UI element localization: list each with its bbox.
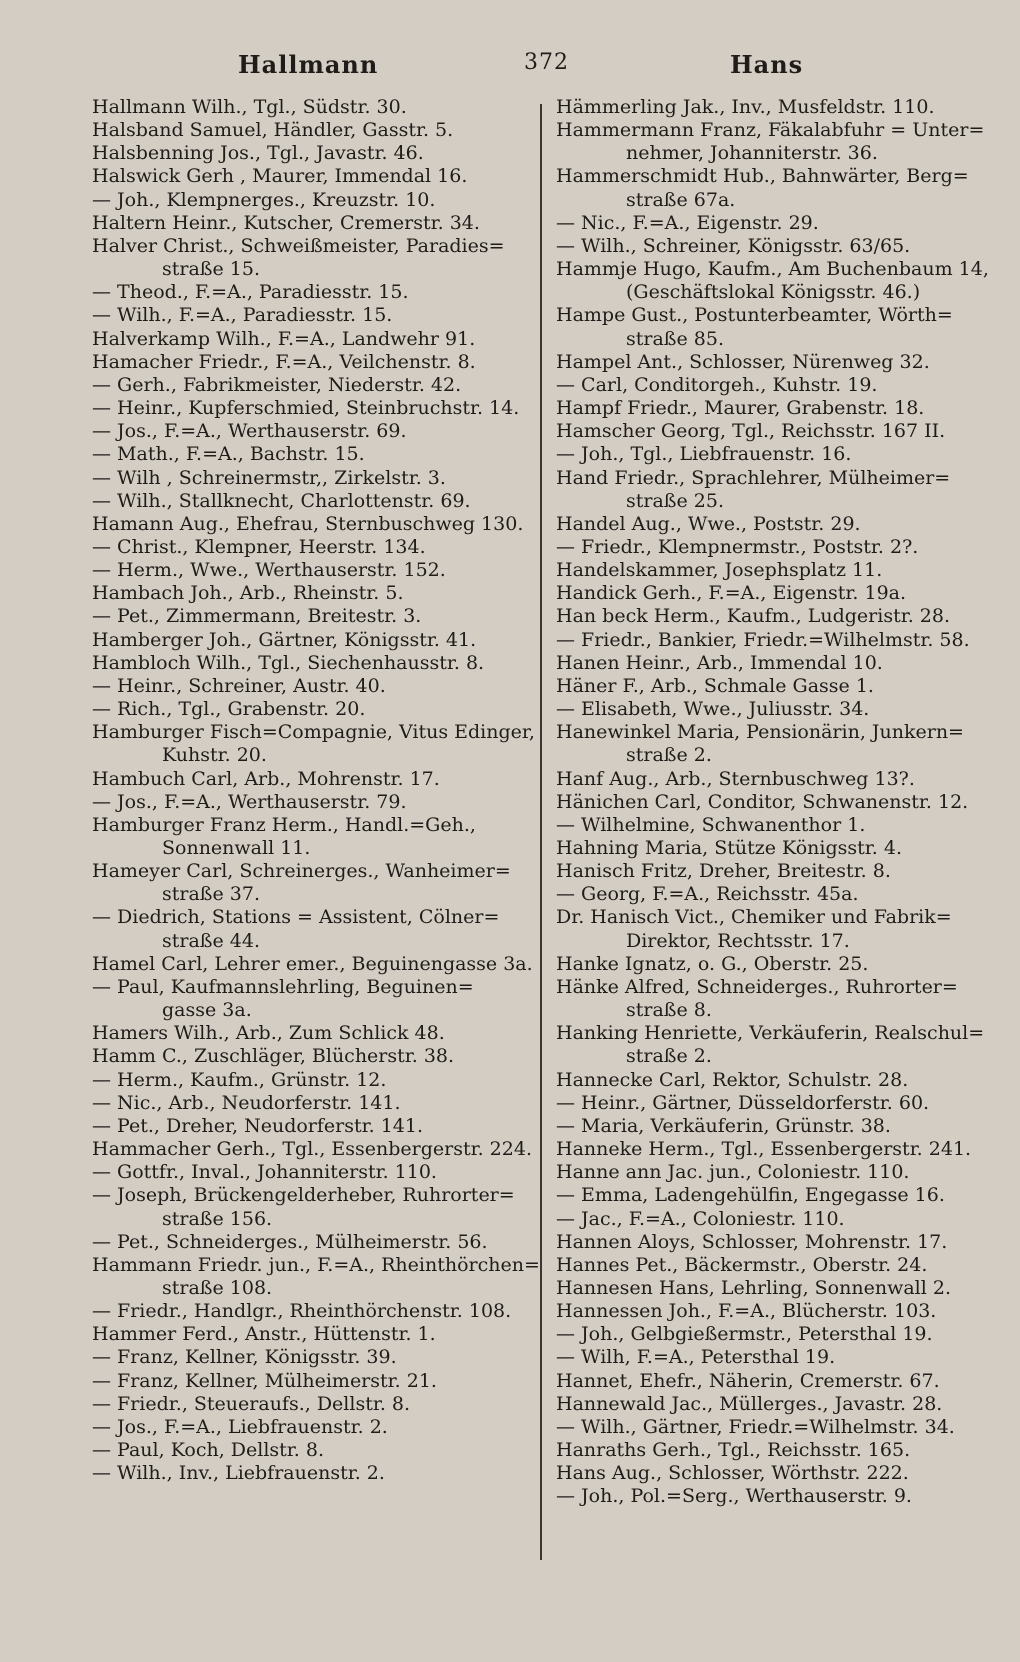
directory-entry: — Friedr., Bankier, Friedr.=Wilhelmstr. 58. (556, 628, 970, 651)
directory-entry: — Theod., F.=A., Paradiesstr. 15. (92, 281, 409, 304)
directory-entry: — Carl, Conditorgeh., Kuhstr. 19. (556, 373, 878, 396)
directory-entry: Hameyer Carl, Schreinerges., Wanheimer= (92, 860, 511, 883)
directory-entry: — Joh., Gelbgießermstr., Petersthal 19. (556, 1323, 933, 1346)
directory-entry-continuation: straße 8. (626, 999, 712, 1022)
directory-entry: Hamm C., Zuschläger, Blücherstr. 38. (92, 1045, 455, 1068)
directory-entry: Hamburger Fisch=Compagnie, Vitus Edinger, (92, 721, 535, 744)
directory-entry: Hanf Aug., Arb., Sternbuschweg 13?. (556, 767, 915, 790)
directory-entry-continuation: straße 25. (626, 489, 724, 512)
directory-entry: Handick Gerh., F.=A., Eigenstr. 19a. (556, 582, 907, 605)
directory-entry: Hampe Gust., Postunterbeamter, Wörth= (556, 304, 953, 327)
directory-entry: Hamburger Franz Herm., Handl.=Geh., (92, 813, 476, 836)
directory-entry: — Heinr., Kupferschmied, Steinbruchstr. 14. (92, 397, 520, 420)
directory-entry: — Heinr., Schreiner, Austr. 40. (92, 674, 386, 697)
directory-entry: — Paul, Kaufmannslehrling, Beguinen= (92, 975, 474, 998)
directory-entry: — Friedr., Handlgr., Rheinthörchenstr. 108. (92, 1300, 512, 1323)
directory-entry: Handelskammer, Josephsplatz 11. (556, 559, 883, 582)
directory-entry: — Pet., Zimmermann, Breitestr. 3. (92, 605, 422, 628)
directory-entry: Hanewinkel Maria, Pensionärin, Junkern= (556, 721, 964, 744)
directory-entry: Hamers Wilh., Arb., Zum Schlick 48. (92, 1022, 445, 1045)
directory-entry: — Joh., Pol.=Serg., Werthauserstr. 9. (556, 1485, 912, 1508)
directory-entry: Hammerschmidt Hub., Bahnwärter, Berg= (556, 165, 969, 188)
directory-entry: Hambloch Wilh., Tgl., Siechenhausstr. 8. (92, 651, 485, 674)
right-column (556, 96, 996, 1509)
directory-entry: Hahning Maria, Stütze Königsstr. 4. (556, 837, 902, 859)
directory-entry: Hambach Joh., Arb., Rheinstr. 5. (92, 582, 404, 605)
directory-entry: Hamacher Friedr., F.=A., Veilchenstr. 8. (92, 350, 476, 373)
column-divider (540, 104, 542, 1560)
directory-entry-continuation: straße 37. (162, 883, 260, 906)
directory-entry: — Gottfr., Inval., Johanniterstr. 110. (92, 1161, 437, 1184)
directory-entry: Hannesen Hans, Lehrling, Sonnenwall 2. (556, 1276, 951, 1299)
directory-entry: — Friedr., Klempnermstr., Poststr. 2?. (556, 535, 919, 558)
directory-entry: Halsband Samuel, Händler, Gasstr. 5. (92, 119, 454, 142)
directory-entry: Hammer Ferd., Anstr., Hüttenstr. 1. (92, 1323, 436, 1346)
directory-entry: Hanne ann Jac. jun., Coloniestr. 110. (556, 1161, 910, 1184)
directory-entry: Hannes Pet., Bäckermstr., Oberstr. 24. (556, 1253, 928, 1276)
directory-entry-continuation: Kuhstr. 20. (162, 744, 267, 767)
directory-entry-continuation: straße 108. (162, 1276, 273, 1299)
directory-entry: — Franz, Kellner, Königsstr. 39. (92, 1346, 397, 1369)
directory-entry: — Wilh., Inv., Liebfrauenstr. 2. (92, 1462, 385, 1485)
directory-entry-continuation: straße 15. (162, 258, 260, 281)
directory-entry: Hämmerling Jak., Inv., Musfeldstr. 110. (556, 96, 935, 118)
directory-entry: — Gerh., Fabrikmeister, Niederstr. 42. (92, 373, 462, 396)
directory-entry: — Rich., Tgl., Grabenstr. 20. (92, 698, 366, 721)
directory-entry: Hamberger Joh., Gärtner, Königsstr. 41. (92, 628, 477, 651)
directory-entry: Hammermann Franz, Fäkalabfuhr = Unter= (556, 119, 985, 142)
directory-entry-continuation: straße 67a. (626, 188, 736, 211)
directory-entry: — Herm., Kaufm., Grünstr. 12. (92, 1068, 387, 1091)
directory-entry: Halsbenning Jos., Tgl., Javastr. 46. (92, 142, 424, 165)
directory-entry: — Wilh, F.=A., Petersthal 19. (556, 1346, 836, 1369)
directory-entry: Hand Friedr., Sprachlehrer, Mülheimer= (556, 466, 951, 489)
directory-entry: — Jos., F.=A., Werthauserstr. 69. (92, 420, 407, 443)
directory-entry: Halver Christ., Schweißmeister, Paradies= (92, 234, 505, 257)
directory-entry: — Joh., Tgl., Liebfrauenstr. 16. (556, 443, 852, 466)
page-number: 372 (524, 50, 569, 75)
directory-entry: Hannessen Joh., F.=A., Blücherstr. 103. (556, 1300, 937, 1323)
directory-entry: Han beck Herm., Kaufm., Ludgeristr. 28. (556, 605, 950, 628)
directory-entry: Hänichen Carl, Conditor, Schwanenstr. 12. (556, 790, 969, 813)
directory-entry-continuation: straße 44. (162, 929, 260, 952)
directory-entry-continuation: nehmer, Johanniterstr. 36. (626, 142, 878, 165)
directory-entry: Hampf Friedr., Maurer, Grabenstr. 18. (556, 397, 925, 420)
directory-entry: — Jac., F.=A., Coloniestr. 110. (556, 1207, 845, 1230)
directory-entry: Hans Aug., Schlosser, Wörthstr. 222. (556, 1462, 909, 1485)
directory-entry: Halverkamp Wilh., F.=A., Landwehr 91. (92, 327, 476, 350)
directory-entry: — Christ., Klempner, Heerstr. 134. (92, 535, 426, 558)
directory-entry: — Jos., F.=A., Werthauserstr. 79. (92, 790, 407, 813)
directory-entry: — Diedrich, Stations = Assistent, Cölner= (92, 906, 500, 929)
directory-entry: Hannen Aloys, Schlosser, Mohrenstr. 17. (556, 1230, 948, 1253)
directory-entry: — Wilh., Stallknecht, Charlottenstr. 69. (92, 489, 471, 512)
directory-entry: Hanraths Gerh., Tgl., Reichsstr. 165. (556, 1439, 911, 1462)
directory-entry-continuation: (Geschäftslokal Königsstr. 46.) (626, 281, 921, 304)
directory-entry: Hambuch Carl, Arb., Mohrenstr. 17. (92, 767, 440, 790)
directory-entry-continuation: straße 2. (626, 744, 712, 767)
directory-entry: Hannet, Ehefr., Näherin, Cremerstr. 67. (556, 1369, 940, 1392)
directory-entry: Hamann Aug., Ehefrau, Sternbuschweg 130. (92, 512, 524, 535)
directory-entry: — Heinr., Gärtner, Düsseldorferstr. 60. (556, 1091, 930, 1114)
directory-entry: — Franz, Kellner, Mülheimerstr. 21. (92, 1369, 437, 1392)
directory-entry-continuation: Sonnenwall 11. (162, 837, 311, 859)
directory-entry-continuation: gasse 3a. (162, 999, 252, 1022)
directory-entry: — Wilh , Schreinermstr,, Zirkelstr. 3. (92, 466, 446, 489)
directory-entry: Handel Aug., Wwe., Poststr. 29. (556, 512, 861, 535)
directory-entry: Häner F., Arb., Schmale Gasse 1. (556, 674, 874, 697)
directory-entry: Hannecke Carl, Rektor, Schulstr. 28. (556, 1068, 909, 1091)
directory-entry: Hannewald Jac., Müllerges., Javastr. 28. (556, 1392, 943, 1415)
directory-entry: — Wilh., Gärtner, Friedr.=Wilhelmstr. 34. (556, 1415, 955, 1438)
directory-entry: Dr. Hanisch Vict., Chemiker und Fabrik= (556, 906, 952, 929)
directory-entry: — Elisabeth, Wwe., Juliusstr. 34. (556, 698, 870, 721)
directory-entry: — Wilhelmine, Schwanenthor 1. (556, 813, 866, 836)
directory-entry-continuation: straße 156. (162, 1207, 273, 1230)
directory-entry: Hammje Hugo, Kaufm., Am Buchenbaum 14, (556, 258, 989, 281)
directory-entry-continuation: Direktor, Rechtsstr. 17. (626, 929, 850, 952)
directory-entry: Hanneke Herm., Tgl., Essenbergerstr. 241. (556, 1138, 972, 1161)
page-header (0, 44, 1020, 84)
directory-entry-continuation: straße 2. (626, 1045, 712, 1068)
directory-entry: — Nic., F.=A., Eigenstr. 29. (556, 211, 819, 234)
directory-entry: Hanke Ignatz, o. G., Oberstr. 25. (556, 952, 869, 975)
directory-entry: — Joseph, Brückengelderheber, Ruhrorter= (92, 1184, 515, 1207)
directory-entry: Hamscher Georg, Tgl., Reichsstr. 167 II. (556, 420, 946, 443)
directory-entry: — Wilh., Schreiner, Königsstr. 63/65. (556, 234, 911, 257)
header-right-keyword: Hans (730, 50, 804, 79)
directory-entry: — Joh., Klempnerges., Kreuzstr. 10. (92, 188, 436, 211)
directory-entry: — Friedr., Steueraufs., Dellstr. 8. (92, 1392, 411, 1415)
directory-entry: — Pet., Dreher, Neudorferstr. 141. (92, 1114, 423, 1137)
directory-entry: Hanking Henriette, Verkäuferin, Realschul= (556, 1022, 985, 1045)
directory-entry: Haltern Heinr., Kutscher, Cremerstr. 34. (92, 211, 480, 234)
directory-entry: — Pet., Schneiderges., Mülheimerstr. 56. (92, 1230, 488, 1253)
directory-entry: — Jos., F.=A., Liebfrauenstr. 2. (92, 1415, 388, 1438)
header-left-keyword: Hallmann (238, 50, 379, 79)
directory-entry: — Herm., Wwe., Werthauserstr. 152. (92, 559, 446, 582)
directory-entry: — Paul, Koch, Dellstr. 8. (92, 1439, 324, 1462)
directory-entry: Hammacher Gerh., Tgl., Essenbergerstr. 224. (92, 1138, 532, 1161)
directory-entry: Halswick Gerh , Maurer, Immendal 16. (92, 165, 468, 188)
directory-entry: — Math., F.=A., Bachstr. 15. (92, 443, 365, 466)
directory-entry: Hänke Alfred, Schneiderges., Ruhrorter= (556, 975, 958, 998)
directory-entry: — Nic., Arb., Neudorferstr. 141. (92, 1091, 401, 1114)
directory-entry: Hanisch Fritz, Dreher, Breitestr. 8. (556, 860, 891, 883)
directory-entry: Hanen Heinr., Arb., Immendal 10. (556, 651, 883, 674)
directory-entry: Hallmann Wilh., Tgl., Südstr. 30. (92, 96, 407, 118)
directory-entry: — Georg, F.=A., Reichsstr. 45a. (556, 883, 859, 906)
directory-entry: Hamel Carl, Lehrer emer., Beguinengasse 3a. (92, 952, 533, 975)
directory-entry: — Wilh., F.=A., Paradiesstr. 15. (92, 304, 393, 327)
left-column (92, 96, 540, 1485)
directory-entry: Hampel Ant., Schlosser, Nürenweg 32. (556, 350, 930, 373)
directory-entry: — Maria, Verkäuferin, Grünstr. 38. (556, 1114, 891, 1137)
directory-entry: — Emma, Ladengehülfin, Engegasse 16. (556, 1184, 945, 1207)
directory-entry-continuation: straße 85. (626, 327, 724, 350)
directory-entry: Hammann Friedr. jun., F.=A., Rheinthörchen= (92, 1253, 540, 1276)
